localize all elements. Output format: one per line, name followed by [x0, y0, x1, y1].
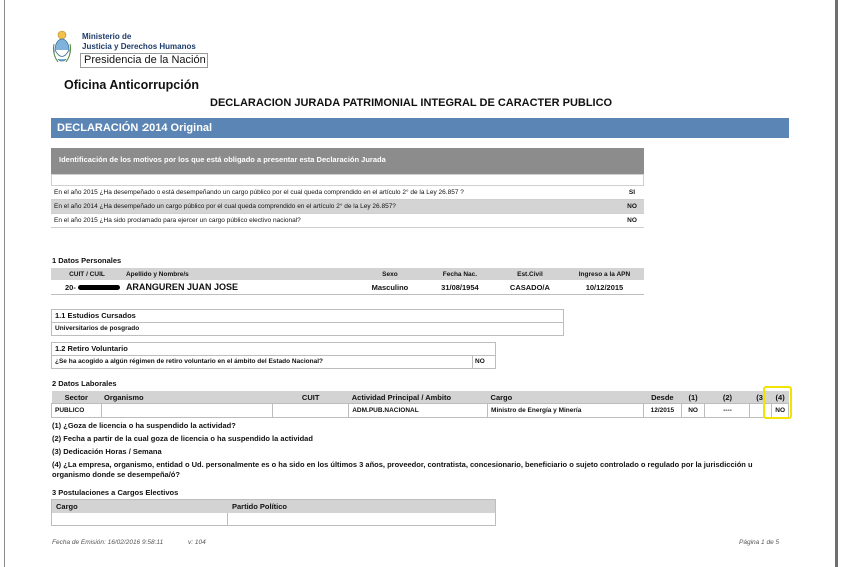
ministry-line2: Justicia y Derechos Humanos [82, 42, 196, 51]
declaration-value: 2014 Original [143, 122, 213, 134]
col4-cell: NO [772, 404, 789, 418]
question-text: En el año 2015 ¿Ha desempeñado o está desempeñando un cargo público por el cual queda comprendido en el artículo 2° de la Ley 26.857 ? [51, 186, 620, 200]
cargo-cell: Ministro de Energía y Minería [488, 404, 644, 418]
table-row [51, 214, 644, 228]
cuit-redacted [78, 285, 120, 290]
document-title: DECLARACION JURADA PATRIMONIAL INTEGRAL DE CARACTER PUBLICO [210, 97, 613, 109]
labor-table [51, 391, 789, 418]
elective-table [51, 499, 496, 526]
col-sex: Sexo [355, 268, 425, 280]
col2-cell: ---- [705, 404, 750, 418]
question-text: En el año 2015 ¿Ha sido proclamado para ejercer un cargo público electivo nacional? [51, 214, 620, 228]
col-cuit: CUIT [273, 391, 349, 404]
ministry-line1: Ministerio de [82, 32, 132, 41]
civil-cell: CASADO/A [495, 280, 565, 295]
col-birth: Fecha Nac. [425, 268, 495, 280]
labor-note-3: (3) Dedicación Horas / Semana [52, 447, 162, 456]
labor-note-4: (4) ¿La empresa, organismo, entidad o Ud. personalmente es o ha sido en los últimos 3 años, proveedor, contratista, concesionario, beneficiario o sujeto controlado o regulado por la jurisdicción u organismo donde se desempeña/ó? [52, 460, 753, 479]
retirement-box [51, 342, 496, 369]
col-name: Apellido y Nombre/s [123, 268, 355, 280]
question-text: En el año 2014 ¿Ha desempeñado un cargo público por el cual queda comprendido en el artículo 2° de la Ley 26.857? [51, 200, 620, 214]
table-header-row [52, 391, 789, 404]
labor-section-title: 2 Datos Laborales [52, 379, 117, 388]
elective-section-title: 3 Postulaciones a Cargos Electivos [52, 488, 179, 497]
office-name: Oficina Anticorrupción [64, 78, 199, 92]
actividad-cell: ADM.PUB.NACIONAL [349, 404, 488, 418]
table-row [51, 186, 644, 200]
retirement-title: 1.2 Retiro Voluntario [55, 344, 128, 353]
col-4: (4) [772, 391, 789, 404]
question-answer: SI [620, 186, 644, 200]
labor-note-2: (2) Fecha a partir de la cual goza de licencia o ha suspendido la actividad [52, 434, 313, 443]
table-row [52, 404, 789, 418]
col-cuit: CUIT / CUIL [51, 268, 123, 280]
col-civil: Est.Civil [495, 268, 565, 280]
coat-of-arms-icon [53, 30, 71, 64]
declaration-label: DECLARACIÓN : [57, 122, 145, 134]
desde-cell: 12/2015 [643, 404, 681, 418]
studies-title: 1.1 Estudios Cursados [55, 311, 136, 320]
declaration-bar [51, 118, 789, 138]
labor-note-1: (1) ¿Goza de licencia o ha suspendido la actividad? [52, 421, 236, 430]
studies-box [51, 309, 564, 336]
col1-cell: NO [681, 404, 705, 418]
col-1: (1) [681, 391, 705, 404]
personal-table [51, 268, 644, 295]
birth-cell: 31/08/1954 [425, 280, 495, 295]
col-desde: Desde [643, 391, 681, 404]
col-3: (3) [750, 391, 772, 404]
personal-section-title: 1 Datos Personales [52, 256, 122, 265]
highlight-col-4 [763, 386, 792, 419]
motives-header-text: Identificación de los motivos por los que está obligado a presentar esta Declaración Jurada [59, 155, 386, 164]
apn-cell: 10/12/2015 [565, 280, 644, 295]
col-2: (2) [705, 391, 750, 404]
document-page [4, 0, 838, 567]
col-organismo: Organismo [101, 391, 273, 404]
organismo-cell [101, 404, 273, 418]
retirement-answer: NO [475, 358, 485, 365]
version: v: 104 [188, 539, 206, 546]
sector-cell: PUBLICO [52, 404, 102, 418]
motives-spacer [51, 174, 644, 186]
page-number: Página 1 de 5 [739, 539, 780, 546]
cuit-cell [51, 280, 123, 295]
table-row [51, 280, 644, 295]
question-answer: NO [620, 214, 644, 228]
col-sector: Sector [52, 391, 102, 404]
sex-cell: Masculino [355, 280, 425, 295]
table-row [51, 200, 644, 214]
motives-table [51, 186, 644, 228]
studies-value: Universitarios de posgrado [55, 325, 140, 332]
retirement-question: ¿Se ha acogido a algún régimen de retiro voluntario en el ámbito del Estado Nacional? [55, 358, 323, 365]
col-cargo: Cargo [56, 502, 78, 511]
col-actividad: Actividad Principal / Ambito [349, 391, 488, 404]
question-answer: NO [620, 200, 644, 214]
emission-date: Fecha de Emisión: 16/02/2016 9:58:11 [52, 539, 164, 546]
table-header-row [51, 268, 644, 280]
cuit-prefix: 20- [65, 282, 76, 292]
name-cell: ARANGUREN JUAN JOSE [123, 280, 355, 295]
col-cargo: Cargo [488, 391, 644, 404]
presidency-box [80, 53, 208, 68]
cuit-cell [273, 404, 349, 418]
presidency-label: Presidencia de la Nación [84, 54, 206, 66]
col-partido: Partido Político [232, 502, 288, 511]
col-apn: Ingreso a la APN [565, 268, 644, 280]
motives-header [51, 148, 644, 174]
